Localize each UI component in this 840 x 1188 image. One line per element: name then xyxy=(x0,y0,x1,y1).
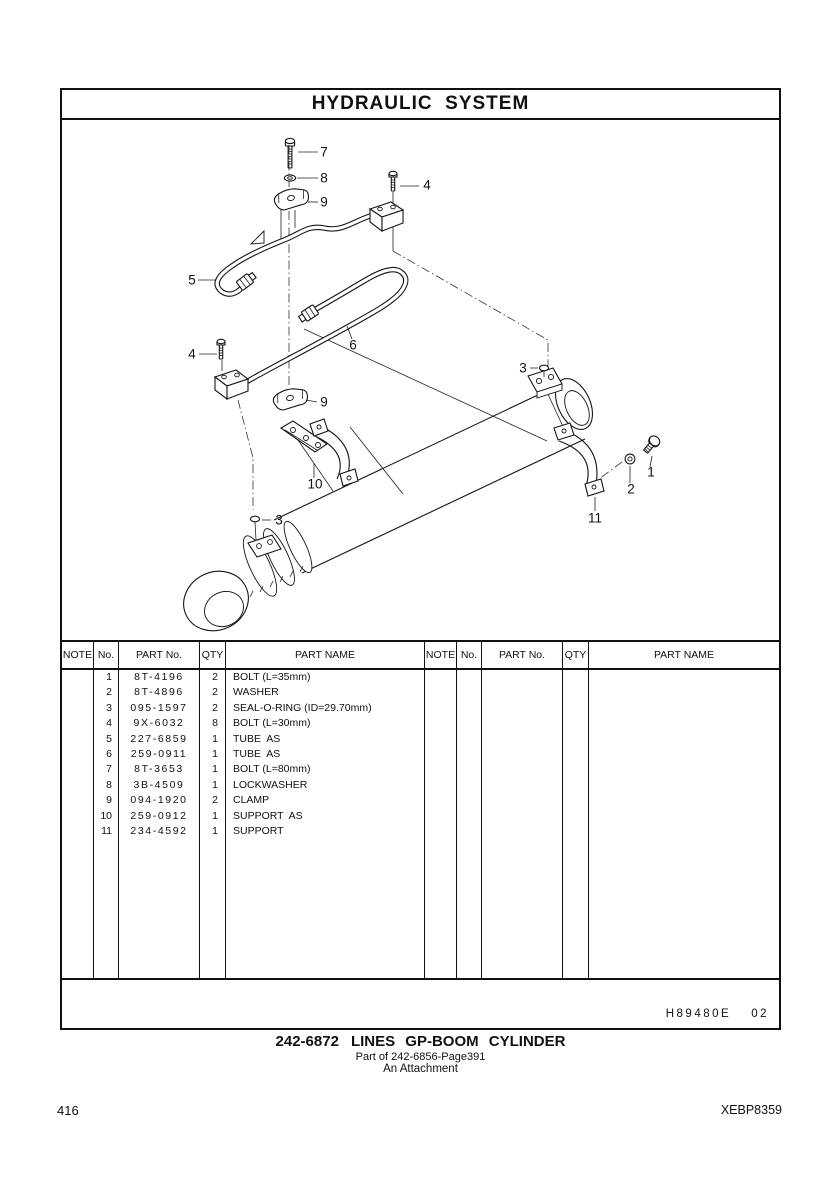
callout-3: 3 xyxy=(519,360,527,376)
cell-part-1: 8T-4196 xyxy=(119,670,200,685)
cell-name-6: TUBE AS xyxy=(226,747,425,762)
cell-part-5: 227-6859 xyxy=(119,732,200,747)
cell-qty-8: 1 xyxy=(200,778,226,793)
col-header-note: NOTE xyxy=(62,642,94,670)
cell-note-1 xyxy=(62,670,94,685)
cell-qty-3: 2 xyxy=(200,701,226,716)
col-header-partname: PART NAME xyxy=(226,642,425,670)
clamp-9-top xyxy=(273,185,311,212)
boom-cylinder xyxy=(174,373,603,640)
drawing-stamp xyxy=(62,980,779,1028)
cell-qty-7: 1 xyxy=(200,762,226,777)
cell-filler xyxy=(119,839,200,978)
clamp-9-middle xyxy=(272,385,310,412)
bolt-4-top xyxy=(389,171,397,191)
revision-code: 02 xyxy=(751,1008,769,1020)
caption-block xyxy=(60,1033,781,1075)
leader-lines xyxy=(198,152,652,520)
callout-9: 9 xyxy=(320,394,328,410)
diagram-svg xyxy=(62,120,783,640)
parts-table xyxy=(62,640,779,980)
bolt-1 xyxy=(641,434,662,455)
washer-8 xyxy=(284,175,295,181)
callout-10: 10 xyxy=(307,476,323,492)
cell-qty-11: 1 xyxy=(200,824,226,839)
cell-name-4: BOLT (L=30mm) xyxy=(226,716,425,731)
callout-3: 3 xyxy=(275,512,283,528)
cell-filler xyxy=(482,670,563,978)
cell-filler xyxy=(94,839,119,978)
cell-note-3 xyxy=(62,701,94,716)
cell-qty-4: 8 xyxy=(200,716,226,731)
cell-part-2: 8T-4896 xyxy=(119,685,200,700)
fitting-block-left xyxy=(215,370,248,399)
col-header-partno: PART No. xyxy=(119,642,200,670)
cell-name-2: WASHER xyxy=(226,685,425,700)
bolt-4-left xyxy=(217,339,225,359)
callout-4: 4 xyxy=(423,177,431,193)
drawing-number: H89480E xyxy=(665,1008,732,1020)
assembly-title: LINES GP-BOOM CYLINDER xyxy=(350,1033,566,1050)
seal-o-ring-3-bottom xyxy=(251,516,260,522)
cell-no-1: 1 xyxy=(94,670,119,685)
cell-no-9: 9 xyxy=(94,793,119,808)
col-header-no: No. xyxy=(94,642,119,670)
cell-no-11: 11 xyxy=(94,824,119,839)
document-code: XEBP8359 xyxy=(720,1103,782,1117)
callout-11: 11 xyxy=(587,510,603,526)
cell-name-7: BOLT (L=80mm) xyxy=(226,762,425,777)
cell-filler xyxy=(589,670,779,978)
parent-reference: Part of 242-6856-Page391 xyxy=(355,1051,486,1063)
break-mark xyxy=(251,231,264,244)
cell-part-9: 094-1920 xyxy=(119,793,200,808)
cell-name-10: SUPPORT AS xyxy=(226,809,425,824)
col-header-partno: PART No. xyxy=(482,642,563,670)
cell-part-7: 8T-3653 xyxy=(119,762,200,777)
cell-part-8: 3B-4509 xyxy=(119,778,200,793)
cell-filler xyxy=(457,670,482,978)
bolt-7 xyxy=(285,138,294,168)
cell-note-6 xyxy=(62,747,94,762)
callout-7: 7 xyxy=(320,144,328,160)
page-frame xyxy=(60,88,781,1030)
cell-filler xyxy=(62,839,94,978)
cell-qty-10: 1 xyxy=(200,809,226,824)
callout-9: 9 xyxy=(320,194,328,210)
caption-title xyxy=(60,1033,781,1050)
cell-note-4 xyxy=(62,716,94,731)
cell-no-8: 8 xyxy=(94,778,119,793)
tube-6 xyxy=(248,270,406,381)
cell-filler xyxy=(226,839,425,978)
cell-name-1: BOLT (L=35mm) xyxy=(226,670,425,685)
cell-no-3: 3 xyxy=(94,701,119,716)
cell-part-11: 234-4592 xyxy=(119,824,200,839)
col-header-qty: QTY xyxy=(200,642,226,670)
parts-table-right xyxy=(425,642,779,978)
cell-note-2 xyxy=(62,685,94,700)
callout-4: 4 xyxy=(188,346,196,362)
cell-no-6: 6 xyxy=(94,747,119,762)
cell-name-9: CLAMP xyxy=(226,793,425,808)
title-band xyxy=(62,90,779,120)
cell-name-11: SUPPORT xyxy=(226,824,425,839)
callout-5: 5 xyxy=(188,272,196,288)
col-header-partname: PART NAME xyxy=(589,642,779,670)
cell-part-10: 259-0912 xyxy=(119,809,200,824)
fitting-block-top-right xyxy=(370,202,403,231)
callout-8: 8 xyxy=(320,170,328,186)
cell-filler xyxy=(425,670,457,978)
seal-o-ring-3-top xyxy=(540,365,549,371)
cell-note-10 xyxy=(62,809,94,824)
page-title: HYDRAULIC SYSTEM xyxy=(311,93,530,114)
cell-note-5 xyxy=(62,732,94,747)
cell-name-3: SEAL-O-RING (ID=29.70mm) xyxy=(226,701,425,716)
support-11 xyxy=(554,423,604,496)
cell-qty-5: 1 xyxy=(200,732,226,747)
cell-filler xyxy=(563,670,589,978)
cell-part-6: 259-0911 xyxy=(119,747,200,762)
attachment-note: An Attachment xyxy=(383,1063,458,1075)
cell-note-7 xyxy=(62,762,94,777)
col-header-no: No. xyxy=(457,642,482,670)
callout-6: 6 xyxy=(349,337,357,353)
cell-no-10: 10 xyxy=(94,809,119,824)
assembly-part-number: 242-6872 xyxy=(275,1033,339,1050)
cell-part-4: 9X-6032 xyxy=(119,716,200,731)
cell-no-5: 5 xyxy=(94,732,119,747)
page-number: 416 xyxy=(57,1103,79,1118)
callout-2: 2 xyxy=(627,481,635,497)
cell-no-7: 7 xyxy=(94,762,119,777)
cell-no-4: 4 xyxy=(94,716,119,731)
diagram-area xyxy=(62,120,779,640)
cell-name-8: LOCKWASHER xyxy=(226,778,425,793)
cell-note-9 xyxy=(62,793,94,808)
cell-no-2: 2 xyxy=(94,685,119,700)
tube-5 xyxy=(217,216,370,294)
cell-name-5: TUBE AS xyxy=(226,732,425,747)
col-header-qty: QTY xyxy=(563,642,589,670)
cell-filler xyxy=(200,839,226,978)
cell-qty-6: 1 xyxy=(200,747,226,762)
callout-1: 1 xyxy=(647,464,655,480)
cell-part-3: 095-1597 xyxy=(119,701,200,716)
cell-qty-2: 2 xyxy=(200,685,226,700)
cell-qty-9: 2 xyxy=(200,793,226,808)
cell-note-11 xyxy=(62,824,94,839)
col-header-note: NOTE xyxy=(425,642,457,670)
cell-qty-1: 2 xyxy=(200,670,226,685)
washer-2 xyxy=(625,454,635,464)
parts-table-left xyxy=(62,642,425,978)
cell-note-8 xyxy=(62,778,94,793)
